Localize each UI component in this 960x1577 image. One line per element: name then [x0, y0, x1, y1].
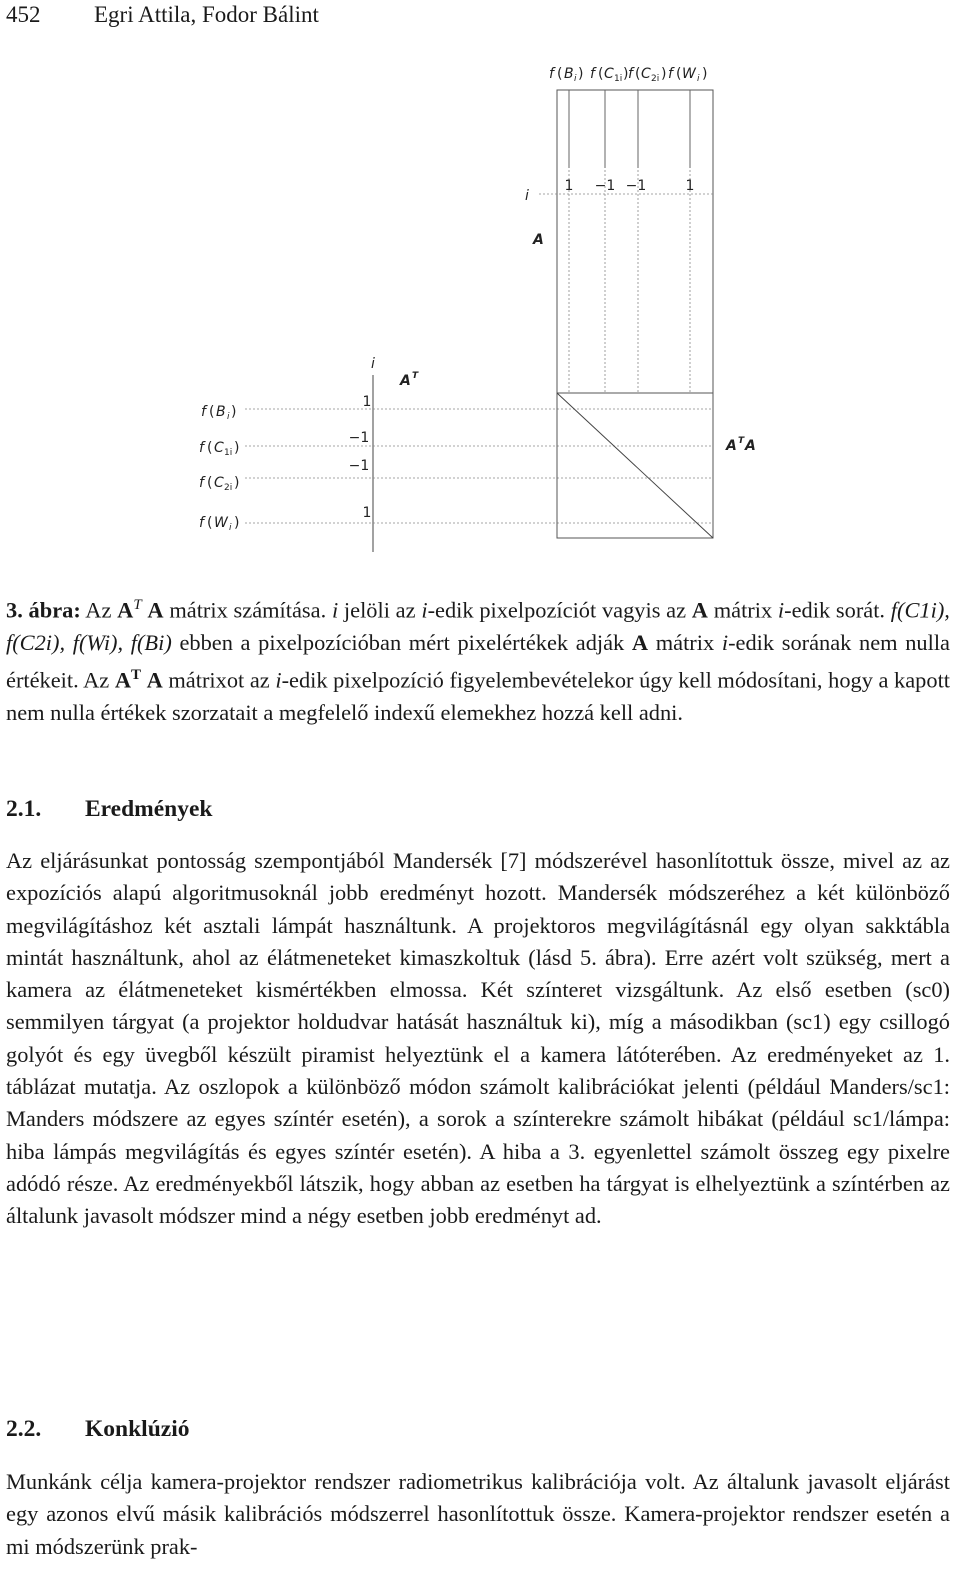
- left-sub-1i: 1i: [224, 448, 233, 458]
- left-B: B: [216, 404, 226, 420]
- left-paren: ): [234, 515, 240, 531]
- top-sub-i-1: i: [574, 74, 577, 84]
- left-f-W: f: [199, 515, 204, 531]
- matrix-A-column-guides: [569, 90, 690, 393]
- caption-i: i: [421, 597, 428, 623]
- running-head: [6, 2, 319, 28]
- top-B: B: [564, 66, 574, 82]
- matrix-figure: [0, 50, 960, 570]
- caption-matrix-A: A: [114, 667, 131, 693]
- top-paren-2: ): [578, 66, 584, 82]
- left-paren: ): [234, 440, 240, 456]
- row-guides: [245, 409, 713, 523]
- left-paren: ): [234, 475, 240, 491]
- section-title: Eredmények: [85, 796, 213, 822]
- caption-matrix-A: A: [146, 667, 163, 693]
- top-W: W: [682, 66, 696, 82]
- caption-i: i: [721, 629, 729, 655]
- section-body-conclusion: [6, 1466, 950, 1563]
- top-f-4: f: [668, 66, 673, 82]
- left-paren: (: [209, 404, 215, 420]
- col-value: 1: [362, 394, 372, 410]
- caption-superscript-T: T: [133, 597, 142, 613]
- section-heading-results: [6, 796, 213, 823]
- caption-text: mátrix számítása.: [169, 597, 327, 623]
- top-f-2: f: [590, 66, 595, 82]
- top-paren-4: ): [623, 66, 629, 82]
- top-paren-7: (: [676, 66, 682, 82]
- caption-text: jelöli az: [343, 597, 416, 623]
- row-value: 1: [685, 178, 695, 194]
- top-C-2: C: [641, 66, 651, 82]
- top-paren-6: ): [661, 66, 667, 82]
- top-paren-8: ): [702, 66, 708, 82]
- left-f-B: f: [201, 404, 206, 420]
- section-number: 2.1.: [6, 796, 42, 822]
- left-paren: (: [207, 515, 213, 531]
- top-sub-2i: 2i: [651, 74, 660, 84]
- matrix-A-label: A: [533, 232, 544, 248]
- caption-text: Az: [85, 597, 112, 623]
- caption-i: i: [777, 597, 785, 623]
- left-C2: C: [214, 475, 224, 491]
- caption-matrix-A: A: [117, 597, 134, 623]
- section-number: 2.2.: [6, 1416, 42, 1442]
- caption-text: -edik sorának nem nulla értékeit. Az: [6, 629, 950, 693]
- left-C1: C: [214, 440, 224, 456]
- col-value: −1: [348, 458, 370, 474]
- left-sub-i-w: i: [229, 523, 232, 533]
- row-value: 1: [564, 178, 574, 194]
- left-paren: (: [207, 440, 213, 456]
- caption-text: -edik pixelpozíció figyelembevételekor úgy kell módosítani, hogy a kapott nem nulla értékek szorzatait a megfelelő indexű elemekhez hozzá kell adni.: [6, 667, 951, 725]
- matrix-A-column-ticks: [569, 90, 690, 168]
- top-sub-i-2: i: [697, 74, 700, 84]
- caption-i: i: [275, 667, 282, 693]
- figure-top-label: [549, 66, 707, 84]
- top-f-1: f: [549, 66, 554, 82]
- authors: Egri Attila, Fodor Bálint: [94, 2, 319, 27]
- paragraph: Munkánk célja kamera-projektor rendszer radiometrikus kalibrációja volt. Az általunk javasolt eljárást egy azonos elvű másik kalibrációs módszerrel hasonlítottuk össze. Kamera-projektor rendszer esetén a mi módszerünk prak-: [6, 1469, 950, 1559]
- left-sub-2i: 2i: [224, 483, 233, 493]
- caption-matrix-A: A: [631, 629, 649, 655]
- col-value: −1: [348, 430, 370, 446]
- left-paren: (: [207, 475, 213, 491]
- top-paren-5: (: [635, 66, 641, 82]
- top-sub-1i: 1i: [614, 74, 623, 84]
- figure-left-labels: [199, 404, 239, 533]
- caption-text: ebben a pixelpozícióban mért pixelértékek adják: [179, 629, 625, 655]
- matrix-A-row-values: [565, 178, 695, 194]
- caption-label: 3. ábra:: [6, 597, 81, 623]
- top-C-1: C: [604, 66, 614, 82]
- section-heading-conclusion: [6, 1416, 189, 1443]
- top-paren-3: (: [598, 66, 604, 82]
- top-paren-1: (: [557, 66, 563, 82]
- matrix-AT-col-values: [349, 394, 372, 521]
- figure-caption: [6, 589, 950, 729]
- left-paren: ): [231, 404, 237, 420]
- section-title: Konklúzió: [85, 1416, 190, 1442]
- matrix-ATA-diagonal: [557, 393, 713, 538]
- row-value: −1: [594, 178, 616, 194]
- matrix-A-row-label: i: [525, 188, 529, 204]
- left-f-C1: f: [199, 440, 204, 456]
- matrix-ATA-label-A2: A: [745, 438, 756, 454]
- caption-text: -edik sorát.: [784, 597, 886, 623]
- caption-text: mátrix: [713, 597, 773, 623]
- matrix-AT-superscript: T: [412, 371, 419, 381]
- matrix-ATA-superscript: T: [738, 436, 745, 446]
- matrix-ATA-label-A1: A: [726, 438, 737, 454]
- row-value: −1: [625, 178, 647, 194]
- caption-formula: f(C1i), f(C2i), f(Wi), f(Bi): [6, 597, 950, 655]
- left-W: W: [214, 515, 228, 531]
- page-number: 452: [6, 2, 41, 27]
- left-f-C2: f: [199, 475, 204, 491]
- caption-text: mátrixot az: [168, 667, 270, 693]
- col-value: 1: [362, 505, 372, 521]
- caption-matrix-A: A: [147, 597, 164, 623]
- caption-superscript-T: T: [130, 667, 141, 684]
- matrix-AT-col-label: i: [371, 356, 375, 372]
- caption-matrix-A: A: [691, 597, 708, 623]
- matrix-AT-label: A: [400, 373, 411, 389]
- caption-i: i: [331, 597, 339, 623]
- caption-text: mátrix: [655, 629, 715, 655]
- left-sub-i: i: [227, 412, 230, 422]
- section-body-results: [6, 845, 950, 1233]
- caption-text: -edik pixelpozíciót vagyis az: [427, 597, 687, 623]
- paragraph: Az eljárásunkat pontosság szempontjából Mandersék [7] módszerével hasonlítottuk össze, mivel az az expozíciós alapú algoritmusoknál jobb eredményt hozott. Mandersék módszeréhez a két különböző megvilágításhoz két asztali lámpát használtunk. A projektoros megvilágításnál egy olyan sakktábla mintát használtunk, ahol az élátmeneteket kimaszkoltuk (lásd 5. ábra). Erre azért volt szükség, mert a kamera az élátmeneteket kismértékben elmossa. Két színteret vizsgáltunk. Az első esetben (sc0) semmilyen tárgyat (a projektor holdudvar hatását használtuk ki), míg a másodikban (sc1) egy csillogó golyót és egy üvegből készült piramist helyeztünk el a kamera látóterében. Az eredményeket az 1. táblázat mutatja. Az oszlopok a különböző módon számolt kalibrációkat jelenti (például Manders/sc1: Manders módszere az egyes színtér esetén), a sorok a színterekre számolt hibákat (például sc1/lámpa: hiba lámpás megvilágítás és egyes színtér esetén). A hiba a 3. egyenlettel számolt összeg egy pixelre adódó része. Az eredményekből látszik, hogy abban az esetben ha tárgyat is elhelyeztünk a színtérben az általunk javasolt módszer mind a négy esetben jobb eredményt ad.: [6, 848, 950, 1229]
- top-f-3: f: [628, 66, 633, 82]
